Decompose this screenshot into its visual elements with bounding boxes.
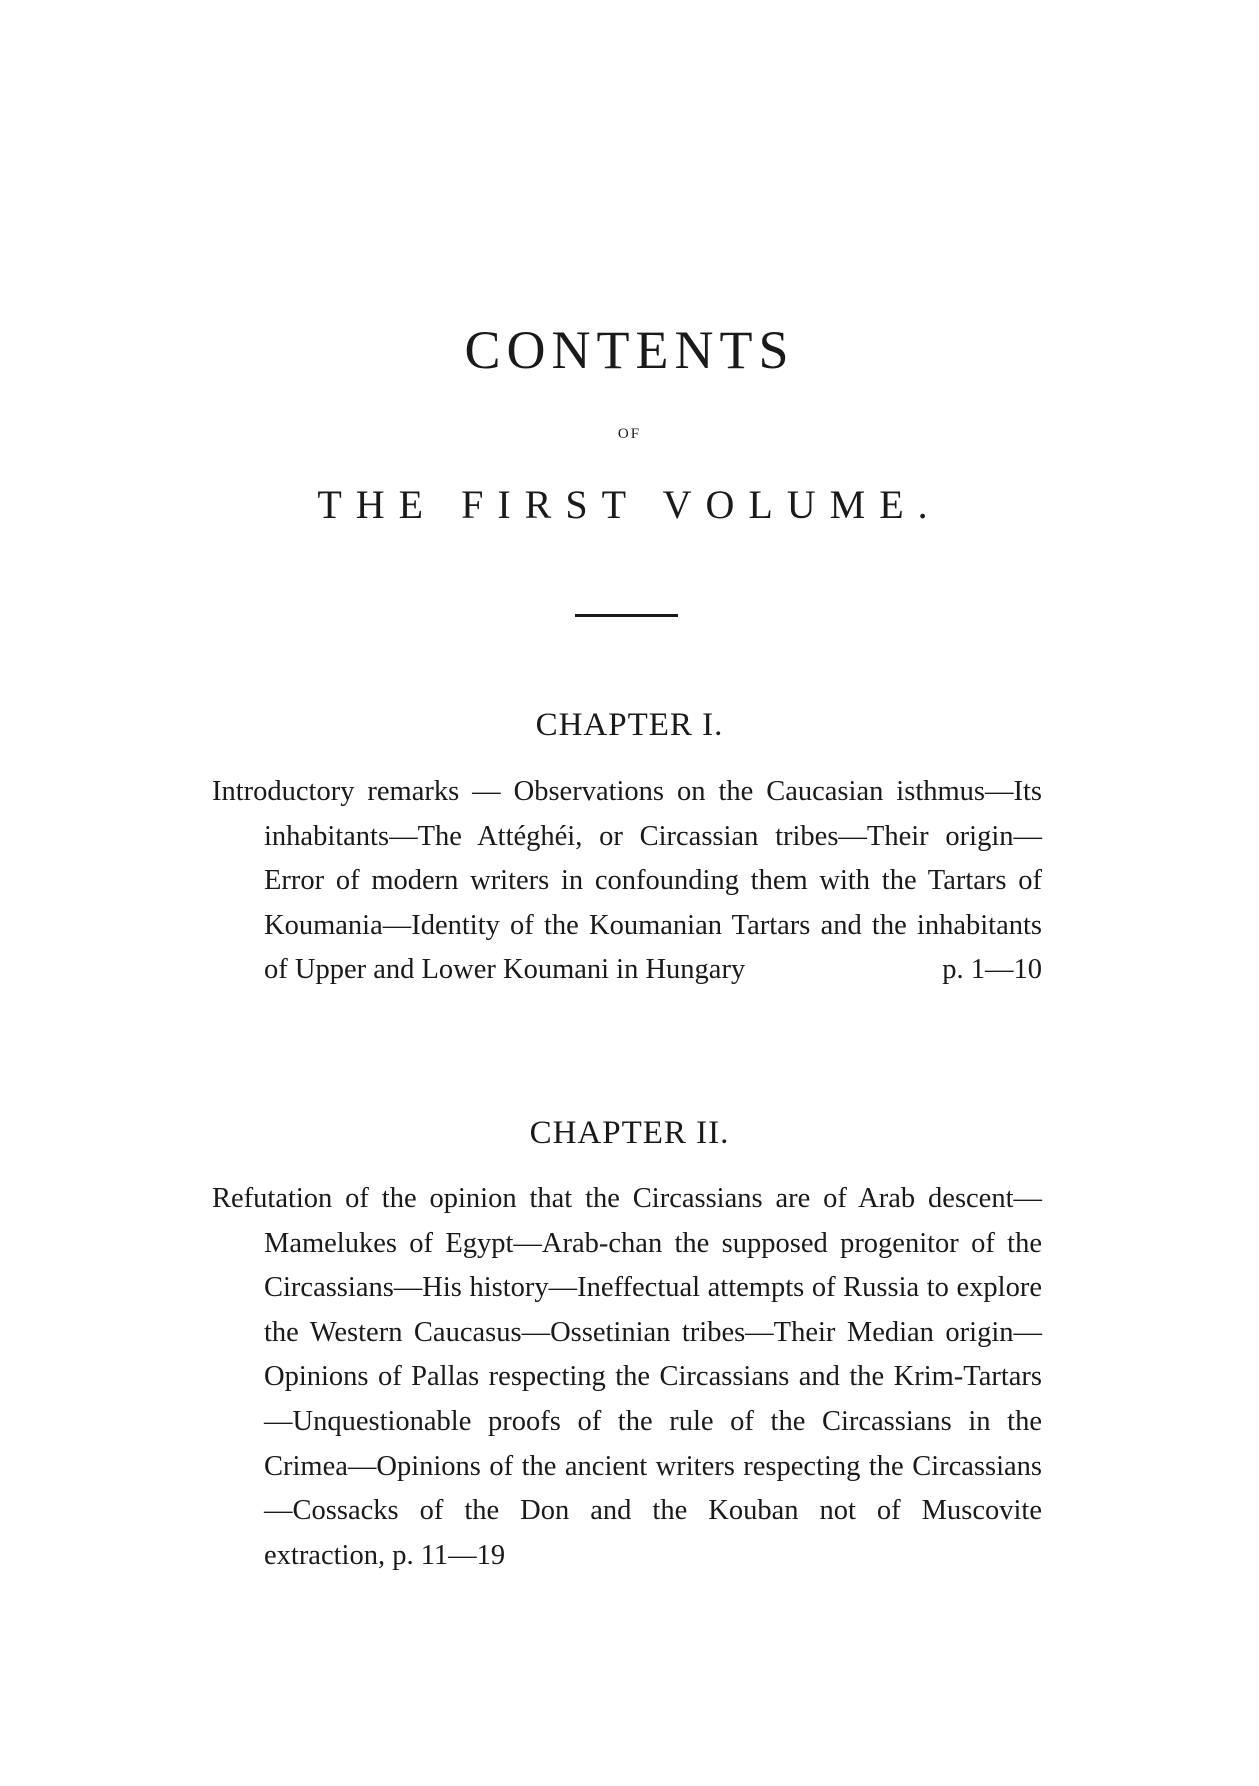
chapter-1-heading: CHAPTER I. [535,707,724,743]
chapter-2-entry [212,1177,1042,1578]
page-title: CONTENTS [464,320,795,380]
chapter-2-summary-text: Refutation of the opinion that the Circassians are of Arab descent—Mamelukes of Egypt—Arab-chan the supposed progenitor of the Circassians—His history—Ineffectual attempts of Russia to explore the Western Caucasus—Ossetinian tribes—Their Median origin—Opinions of Pallas respecting the Circassians and the Krim-Tartars—Unquestionable proofs of the rule of the Circassians in the Crimea—Opinions of the ancient writers respecting the Circassians—Cossacks of the Don and the Kouban not of Muscovite extraction, [212,1183,1042,1571]
chapter-1-entry [212,770,1042,993]
chapter-2-summary [212,1177,1042,1578]
section-divider [575,614,678,617]
chapter-2-heading: CHAPTER II. [529,1115,730,1151]
title-connector: OF [617,426,642,442]
chapter-1-summary [212,770,1042,993]
chapter-1-summary-text: Introductory remarks — Observations on the Caucasian isthmus—Its inhabitants—The Attéghéi, or Circassian tribes—Their origin—Error of modern writers in confounding them with the Tartars of Koumania—Identity of the Koumanian Tartars and the inhabitants of Upper and Lower Koumani in Hungary [212,776,1042,986]
page-subtitle: THE FIRST VOLUME. [317,482,942,527]
chapter-1-pages: p. 1—10 [942,954,1042,986]
chapter-2-pages: p. 11—19 [392,1539,506,1571]
